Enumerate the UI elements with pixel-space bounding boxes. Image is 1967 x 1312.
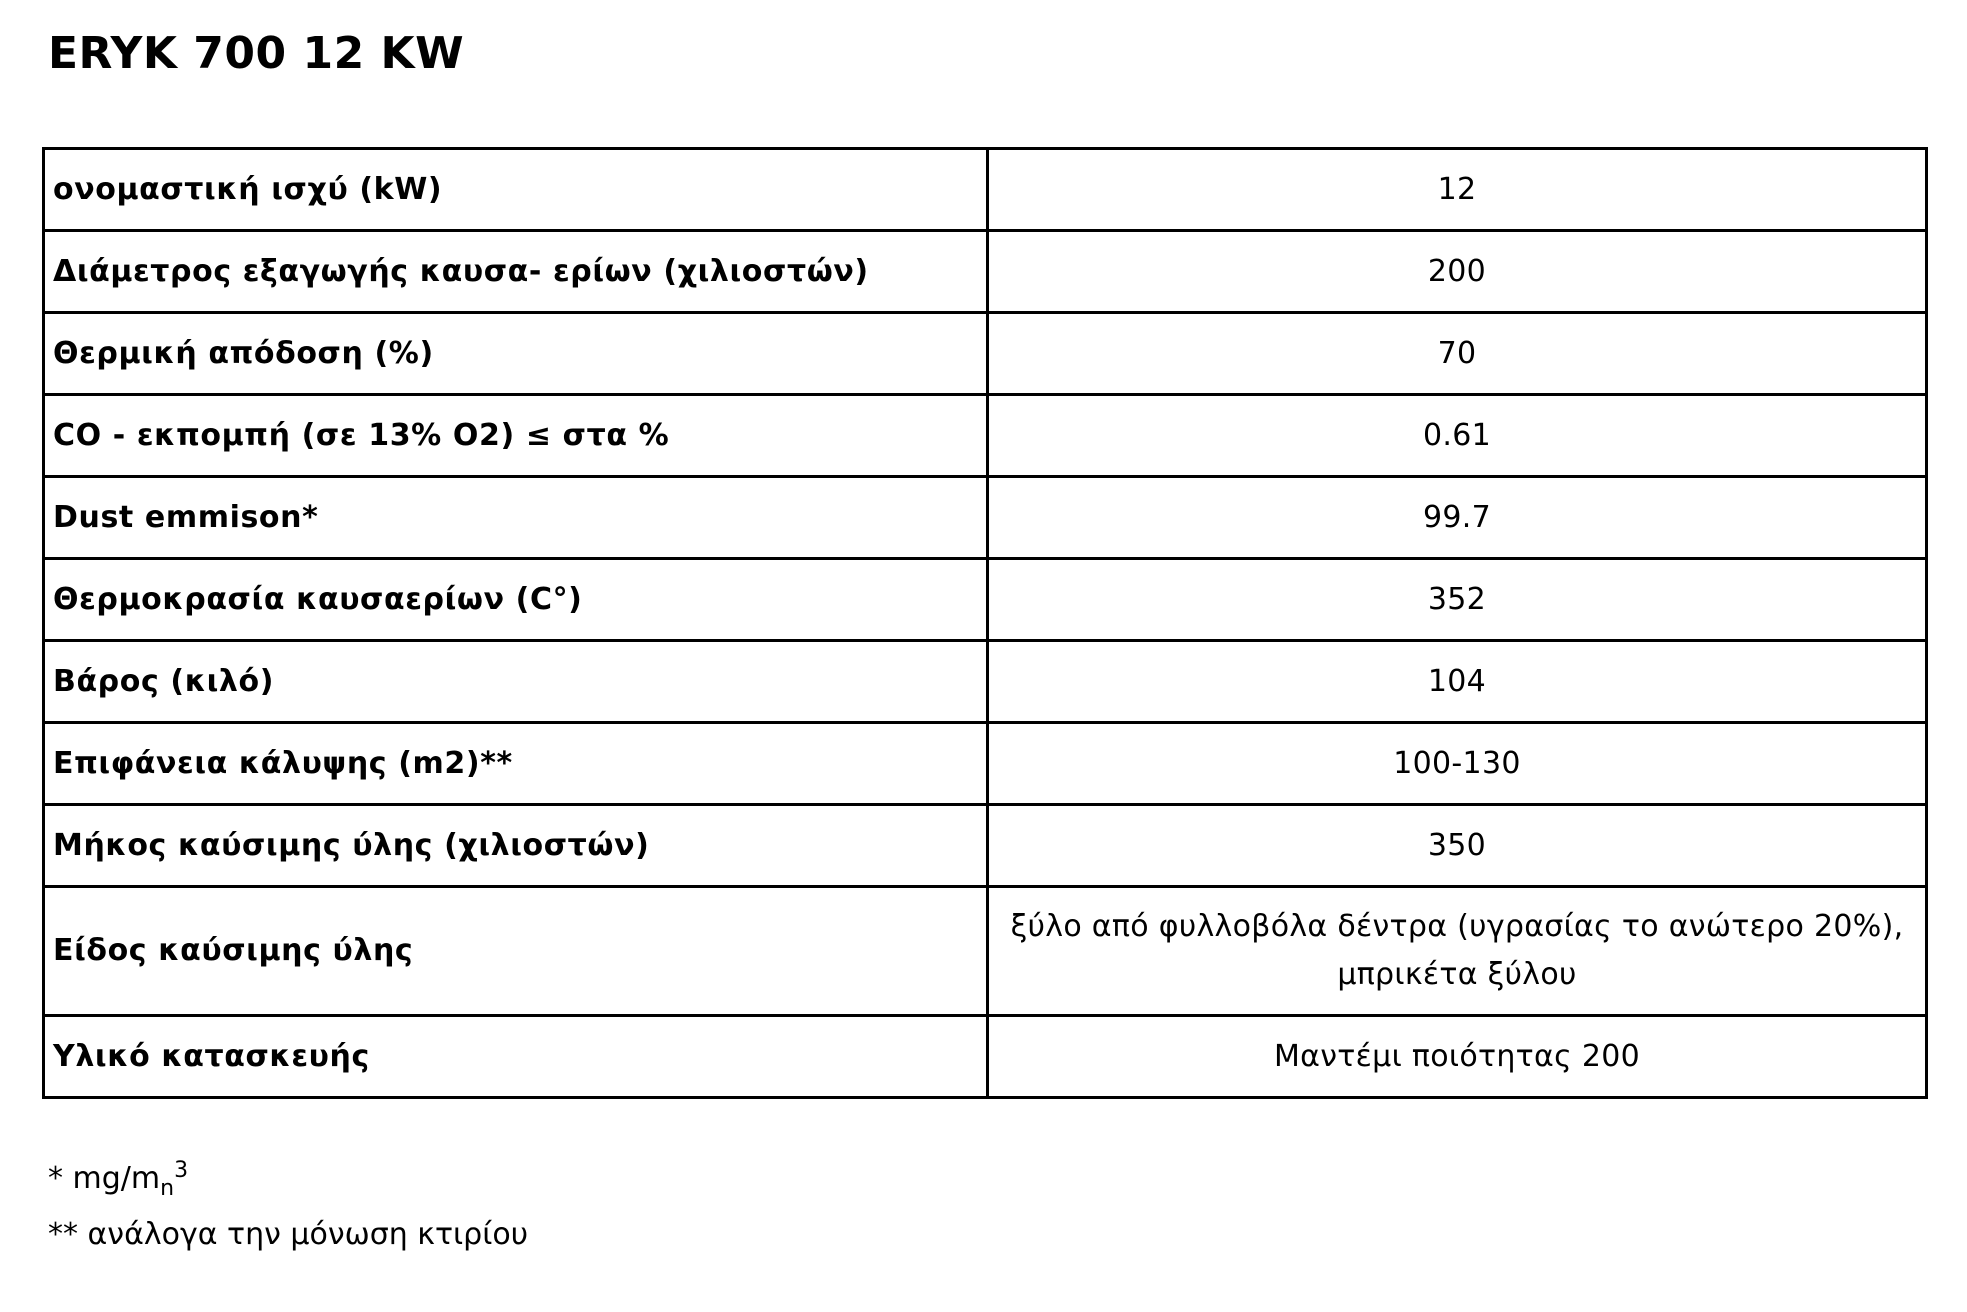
spec-label: Είδος καύσιμης ύλης [44, 887, 988, 1016]
footnote-dust-unit [48, 1148, 528, 1212]
spec-value: 99.7 [988, 477, 1927, 559]
spec-value: 100-130 [988, 723, 1927, 805]
spec-label: Διάμετρος εξαγωγής καυσα- ερίων (χιλιοστών) [44, 231, 988, 313]
table-row [44, 477, 1927, 559]
spec-value: 70 [988, 313, 1927, 395]
table-row [44, 395, 1927, 477]
table-row [44, 231, 1927, 313]
footnote-coverage: ** ανάλογα την μόνωση κτιρίου [48, 1217, 529, 1252]
table-row [44, 887, 1927, 1016]
table-row [44, 805, 1927, 887]
spec-label: Θερμοκρασία καυσαερίων (C°) [44, 559, 988, 641]
table-row [44, 313, 1927, 395]
table-row [44, 149, 1927, 231]
footnotes [48, 1148, 528, 1258]
specifications-table [42, 147, 1928, 1099]
spec-value: 352 [988, 559, 1927, 641]
footnote-dust-superscript: 3 [174, 1158, 189, 1183]
page-title: ERYK 700 12 KW [48, 28, 465, 79]
table-row [44, 1016, 1927, 1098]
spec-value: 0.61 [988, 395, 1927, 477]
spec-value-line: μπρικέτα ξύλου [1337, 957, 1577, 992]
spec-label: CO - εκπομπή (σε 13% O2) ≤ στα % [44, 395, 988, 477]
spec-label: Θερμική απόδοση (%) [44, 313, 988, 395]
spec-value: 200 [988, 231, 1927, 313]
footnote-dust-prefix: * mg/m [48, 1161, 161, 1196]
table-row [44, 559, 1927, 641]
spec-value-line: ξύλο από φυλλοβόλα δέντρα (υγρασίας το ανώτερο 20%), [1010, 909, 1904, 944]
spec-value: 12 [988, 149, 1927, 231]
spec-label: Μήκος καύσιμης ύλης (χιλιοστών) [44, 805, 988, 887]
spec-value: Μαντέμι ποιότητας 200 [988, 1016, 1927, 1098]
spec-value: 350 [988, 805, 1927, 887]
spec-label: Επιφάνεια κάλυψης (m2)** [44, 723, 988, 805]
spec-label: Dust emmison* [44, 477, 988, 559]
spec-value [988, 887, 1927, 1016]
table-row [44, 723, 1927, 805]
footnote-dust-subscript: n [160, 1176, 175, 1201]
spec-label: ονομαστική ισχύ (kW) [44, 149, 988, 231]
spec-value: 104 [988, 641, 1927, 723]
table-row [44, 641, 1927, 723]
spec-label: Βάρος (κιλό) [44, 641, 988, 723]
spec-label: Υλικό κατασκευής [44, 1016, 988, 1098]
